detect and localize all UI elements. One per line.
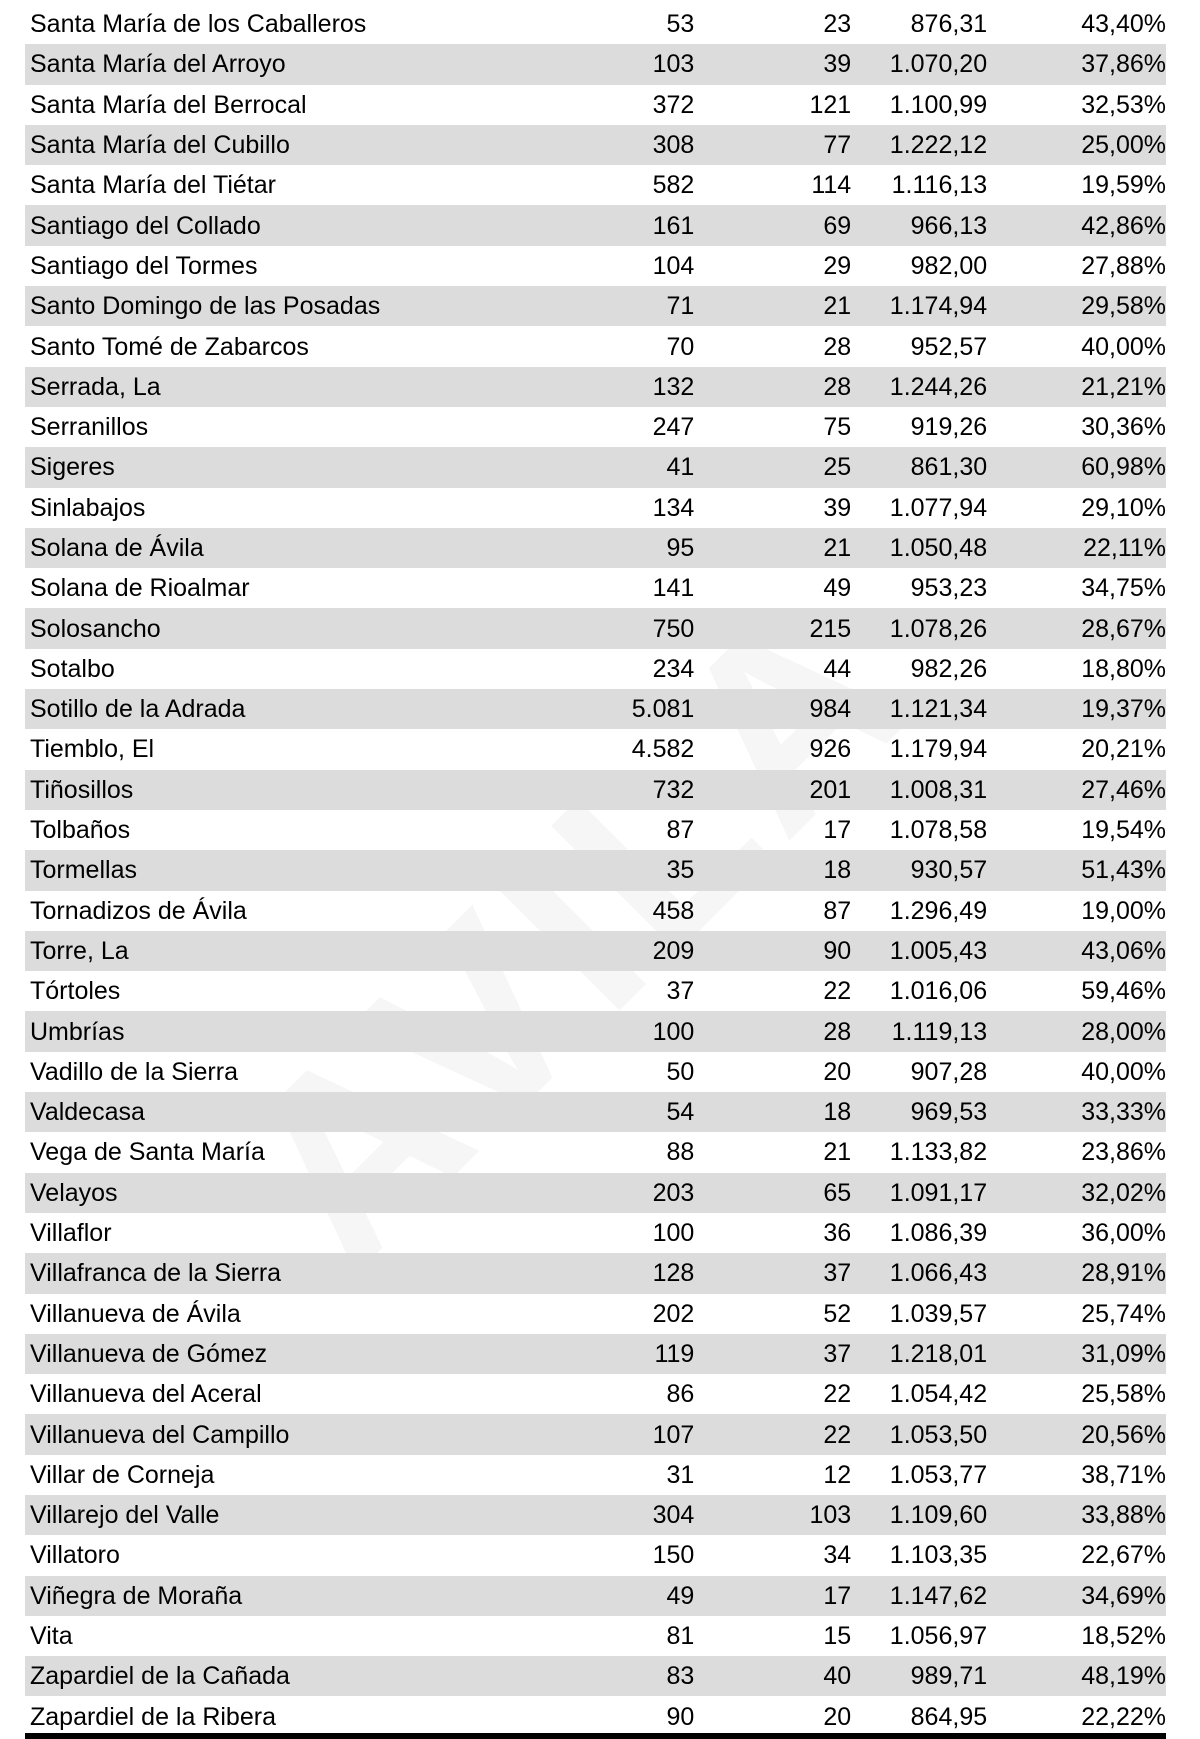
porcentaje-cell: 34,69%	[987, 1576, 1166, 1616]
table-row	[25, 850, 1166, 890]
table-row	[25, 286, 1166, 326]
porcentaje-cell: 28,00%	[987, 1011, 1166, 1051]
porcentaje-cell: 59,46%	[1081, 977, 1166, 1006]
importe-cell: 1.005,43	[851, 931, 987, 971]
porcentaje-cell: 22,67%	[1081, 1541, 1166, 1570]
count-cell: 114	[811, 171, 852, 200]
table-row	[25, 165, 1166, 205]
table-row	[25, 246, 1166, 286]
porcentaje-cell: 19,37%	[987, 689, 1166, 729]
poblacion-cell: 88	[666, 1138, 695, 1167]
poblacion-cell: 100	[652, 1219, 695, 1248]
count-cell: 201	[694, 770, 851, 810]
poblacion-cell: 50	[666, 1057, 695, 1086]
poblacion-cell: 53	[666, 10, 695, 39]
municipio-cell: Villanueva de Ávila	[30, 1299, 241, 1328]
poblacion-cell: 86	[666, 1380, 695, 1409]
importe-cell: 969,53	[851, 1092, 987, 1132]
porcentaje-cell: 20,56%	[987, 1414, 1166, 1454]
count-cell: 29	[823, 251, 852, 280]
porcentaje-cell: 28,91%	[987, 1253, 1166, 1293]
municipio-cell: Vega de Santa María	[30, 1138, 265, 1167]
importe-cell: 1.078,58	[889, 816, 988, 845]
municipio-cell: Vita	[30, 1622, 73, 1651]
table-row	[25, 1414, 1166, 1454]
importe-cell: 1.100,99	[889, 90, 988, 119]
table-row	[25, 1576, 1166, 1616]
count-cell: 21	[823, 1138, 852, 1167]
table-row	[25, 44, 1166, 84]
table-row	[25, 1495, 1166, 1535]
municipio-cell: Viñegra de Moraña	[25, 1576, 485, 1616]
porcentaje-cell: 36,00%	[1081, 1219, 1166, 1248]
municipio-cell: Umbrías	[25, 1011, 485, 1051]
municipio-cell: Santa María del Berrocal	[30, 90, 307, 119]
importe-cell: 930,57	[851, 850, 987, 890]
importe-cell: 861,30	[851, 447, 987, 487]
poblacion-cell: 202	[652, 1299, 695, 1328]
count-cell: 37	[694, 1334, 851, 1374]
municipio-cell: Tiemblo, El	[30, 735, 155, 764]
table-row	[25, 1092, 1166, 1132]
poblacion-cell: 83	[485, 1656, 694, 1696]
poblacion-cell: 49	[485, 1576, 694, 1616]
table-row	[25, 1656, 1166, 1696]
porcentaje-cell: 28,67%	[987, 608, 1166, 648]
count-cell: 34	[823, 1541, 852, 1570]
importe-cell: 1.050,48	[851, 528, 987, 568]
municipio-cell: Santa María del Tiétar	[30, 171, 276, 200]
table-row	[25, 125, 1166, 165]
poblacion-cell: 308	[485, 125, 694, 165]
porcentaje-cell: 18,52%	[1081, 1622, 1166, 1651]
table-row	[25, 568, 1166, 608]
count-cell: 121	[809, 90, 852, 119]
data-table	[25, 4, 1166, 1737]
porcentaje-cell: 22,22%	[1081, 1702, 1166, 1731]
count-cell: 103	[694, 1495, 851, 1535]
count-cell: 87	[823, 896, 852, 925]
porcentaje-cell: 19,54%	[1081, 816, 1166, 845]
importe-cell: 1.053,50	[851, 1414, 987, 1454]
importe-cell: 982,00	[910, 251, 988, 280]
importe-cell: 864,95	[910, 1702, 988, 1731]
table-row	[25, 1616, 1166, 1656]
municipio-cell: Tornadizos de Ávila	[30, 896, 247, 925]
count-cell: 25	[694, 447, 851, 487]
table-row	[25, 407, 1166, 447]
porcentaje-cell: 27,46%	[987, 770, 1166, 810]
count-cell: 984	[694, 689, 851, 729]
municipio-cell: Sigeres	[25, 447, 485, 487]
municipio-cell: Santo Tomé de Zabarcos	[30, 332, 309, 361]
count-cell: 20	[823, 1057, 852, 1086]
municipio-cell: Villanueva de Gómez	[25, 1334, 485, 1374]
porcentaje-cell: 29,10%	[1081, 493, 1166, 522]
importe-cell: 989,71	[851, 1656, 987, 1696]
municipio-cell: Santa María del Arroyo	[25, 44, 485, 84]
porcentaje-cell: 48,19%	[987, 1656, 1166, 1696]
poblacion-cell: 304	[485, 1495, 694, 1535]
poblacion-cell: 203	[485, 1173, 694, 1213]
municipio-cell: Villafranca de la Sierra	[25, 1253, 485, 1293]
table-row	[25, 689, 1166, 729]
table-row	[25, 1455, 1166, 1495]
table-row	[25, 891, 1166, 931]
porcentaje-cell: 22,11%	[987, 528, 1166, 568]
poblacion-cell: 100	[485, 1011, 694, 1051]
municipio-cell: Solosancho	[25, 608, 485, 648]
count-cell: 20	[823, 1702, 852, 1731]
porcentaje-cell: 31,09%	[987, 1334, 1166, 1374]
count-cell: 18	[694, 1092, 851, 1132]
municipio-cell: Tolbaños	[30, 816, 131, 845]
poblacion-cell: 5.081	[485, 689, 694, 729]
importe-cell: 1.008,31	[851, 770, 987, 810]
poblacion-cell: 54	[485, 1092, 694, 1132]
municipio-cell: Santa María de los Caballeros	[30, 10, 367, 39]
importe-cell: 1.103,35	[889, 1541, 988, 1570]
porcentaje-cell: 25,58%	[1081, 1380, 1166, 1409]
table-row	[25, 1374, 1166, 1414]
porcentaje-cell: 34,75%	[1081, 574, 1166, 603]
porcentaje-cell: 29,58%	[987, 286, 1166, 326]
porcentaje-cell: 43,40%	[1081, 10, 1166, 39]
table-row	[25, 326, 1166, 366]
table-row	[25, 608, 1166, 648]
count-cell: 28	[823, 332, 852, 361]
municipio-cell: Sotalbo	[30, 654, 115, 683]
count-cell: 40	[694, 1656, 851, 1696]
table-body	[25, 4, 1166, 1737]
poblacion-cell: 458	[652, 896, 695, 925]
porcentaje-cell: 60,98%	[987, 447, 1166, 487]
table-row	[25, 488, 1166, 528]
porcentaje-cell: 32,02%	[987, 1173, 1166, 1213]
municipio-cell: Santa María del Cubillo	[25, 125, 485, 165]
count-cell: 22	[823, 1380, 852, 1409]
porcentaje-cell: 18,80%	[1081, 654, 1166, 683]
importe-cell: 1.296,49	[889, 896, 988, 925]
porcentaje-cell: 33,33%	[987, 1092, 1166, 1132]
table-row	[25, 1011, 1166, 1051]
poblacion-cell: 87	[666, 816, 695, 845]
poblacion-cell: 107	[485, 1414, 694, 1454]
count-cell: 15	[823, 1622, 852, 1651]
importe-cell: 1.078,26	[851, 608, 987, 648]
importe-cell: 919,26	[910, 413, 988, 442]
table-row	[25, 528, 1166, 568]
municipio-cell: Torre, La	[25, 931, 485, 971]
table-row	[25, 729, 1166, 769]
table-row	[25, 85, 1166, 125]
porcentaje-cell: 38,71%	[1081, 1460, 1166, 1489]
porcentaje-cell: 40,00%	[1081, 332, 1166, 361]
importe-cell: 1.053,77	[889, 1460, 988, 1489]
poblacion-cell: 150	[652, 1541, 695, 1570]
count-cell: 18	[694, 850, 851, 890]
count-cell: 65	[694, 1173, 851, 1213]
count-cell: 28	[694, 367, 851, 407]
municipio-cell: Villanueva del Aceral	[30, 1380, 262, 1409]
count-cell: 17	[823, 816, 852, 845]
municipio-cell: Villatoro	[30, 1541, 120, 1570]
municipio-cell: Santo Domingo de las Posadas	[25, 286, 485, 326]
municipio-cell: Tiñosillos	[25, 770, 485, 810]
count-cell: 69	[694, 205, 851, 245]
importe-cell: 1.133,82	[889, 1138, 988, 1167]
porcentaje-cell: 33,88%	[987, 1495, 1166, 1535]
poblacion-cell: 128	[485, 1253, 694, 1293]
porcentaje-cell: 42,86%	[987, 205, 1166, 245]
importe-cell: 966,13	[851, 205, 987, 245]
poblacion-cell: 4.582	[631, 735, 695, 764]
municipio-cell: Santiago del Tormes	[30, 251, 258, 280]
poblacion-cell: 132	[485, 367, 694, 407]
porcentaje-cell: 30,36%	[1081, 413, 1166, 442]
table-row	[25, 447, 1166, 487]
importe-cell: 1.109,60	[851, 1495, 987, 1535]
poblacion-cell: 119	[485, 1334, 694, 1374]
importe-cell: 1.016,06	[889, 977, 988, 1006]
poblacion-cell: 90	[666, 1702, 695, 1731]
importe-cell: 1.054,42	[889, 1380, 988, 1409]
municipio-cell: Tórtoles	[30, 977, 121, 1006]
count-cell: 12	[823, 1460, 852, 1489]
municipio-cell: Villar de Corneja	[30, 1460, 215, 1489]
poblacion-cell: 247	[652, 413, 695, 442]
poblacion-cell: 750	[485, 608, 694, 648]
count-cell: 39	[694, 44, 851, 84]
poblacion-cell: 161	[485, 205, 694, 245]
municipio-cell: Valdecasa	[25, 1092, 485, 1132]
table-row	[25, 649, 1166, 689]
municipio-cell: Villarejo del Valle	[25, 1495, 485, 1535]
poblacion-cell: 31	[666, 1460, 695, 1489]
count-cell: 36	[823, 1219, 852, 1248]
poblacion-cell: 81	[666, 1622, 695, 1651]
count-cell: 75	[823, 413, 852, 442]
porcentaje-cell: 37,86%	[987, 44, 1166, 84]
data-table-container	[25, 4, 1166, 1737]
importe-cell: 982,26	[910, 654, 988, 683]
municipio-cell: Serrada, La	[25, 367, 485, 407]
poblacion-cell: 37	[666, 977, 695, 1006]
importe-cell: 1.077,94	[889, 493, 988, 522]
municipio-cell: Zapardiel de la Ribera	[30, 1702, 276, 1731]
importe-cell: 1.179,94	[889, 735, 988, 764]
porcentaje-cell: 27,88%	[1081, 251, 1166, 280]
table-row	[25, 931, 1166, 971]
table-row	[25, 367, 1166, 407]
poblacion-cell: 234	[652, 654, 695, 683]
porcentaje-cell: 19,00%	[1081, 896, 1166, 925]
porcentaje-cell: 40,00%	[1081, 1057, 1166, 1086]
table-row	[25, 1132, 1166, 1172]
importe-cell: 1.222,12	[851, 125, 987, 165]
count-cell: 49	[823, 574, 852, 603]
table-row	[25, 1535, 1166, 1575]
municipio-cell: Velayos	[25, 1173, 485, 1213]
poblacion-cell: 70	[666, 332, 695, 361]
count-cell: 90	[694, 931, 851, 971]
porcentaje-cell: 32,53%	[1081, 90, 1166, 119]
poblacion-cell: 582	[652, 171, 695, 200]
poblacion-cell: 41	[485, 447, 694, 487]
importe-cell: 1.218,01	[851, 1334, 987, 1374]
importe-cell: 1.066,43	[851, 1253, 987, 1293]
importe-cell: 1.039,57	[889, 1299, 988, 1328]
count-cell: 21	[694, 286, 851, 326]
count-cell: 215	[694, 608, 851, 648]
municipio-cell: Santiago del Collado	[25, 205, 485, 245]
table-row	[25, 1213, 1166, 1253]
count-cell: 17	[694, 1576, 851, 1616]
table-row	[25, 1294, 1166, 1334]
importe-cell: 1.116,13	[891, 171, 988, 200]
count-cell: 52	[823, 1299, 852, 1328]
municipio-cell: Sotillo de la Adrada	[25, 689, 485, 729]
count-cell: 28	[694, 1011, 851, 1051]
table-row	[25, 1696, 1166, 1736]
importe-cell: 1.056,97	[889, 1622, 988, 1651]
poblacion-cell: 35	[485, 850, 694, 890]
municipio-cell: Solana de Ávila	[25, 528, 485, 568]
importe-cell: 876,31	[910, 10, 988, 39]
table-row	[25, 1253, 1166, 1293]
porcentaje-cell: 43,06%	[987, 931, 1166, 971]
porcentaje-cell: 20,21%	[1081, 735, 1166, 764]
poblacion-cell: 103	[485, 44, 694, 84]
count-cell: 22	[823, 977, 852, 1006]
importe-cell: 1.147,62	[851, 1576, 987, 1616]
poblacion-cell: 71	[485, 286, 694, 326]
porcentaje-cell: 23,86%	[1081, 1138, 1166, 1167]
porcentaje-cell: 21,21%	[987, 367, 1166, 407]
count-cell: 37	[694, 1253, 851, 1293]
porcentaje-cell: 25,74%	[1081, 1299, 1166, 1328]
municipio-cell: Villanueva del Campillo	[25, 1414, 485, 1454]
poblacion-cell: 95	[485, 528, 694, 568]
municipio-cell: Tormellas	[25, 850, 485, 890]
table-row	[25, 1334, 1166, 1374]
poblacion-cell: 372	[652, 90, 695, 119]
count-cell: 21	[694, 528, 851, 568]
table-row	[25, 1173, 1166, 1213]
municipio-cell: Sinlabajos	[30, 493, 146, 522]
importe-cell: 1.086,39	[889, 1219, 988, 1248]
importe-cell: 953,23	[910, 574, 988, 603]
poblacion-cell: 104	[652, 251, 695, 280]
table-row	[25, 770, 1166, 810]
poblacion-cell: 141	[652, 574, 695, 603]
count-cell: 926	[809, 735, 852, 764]
importe-cell: 1.174,94	[851, 286, 987, 326]
importe-cell: 1.091,17	[851, 1173, 987, 1213]
municipio-cell: Villaflor	[30, 1219, 112, 1248]
bottom-rule	[25, 1733, 1166, 1739]
porcentaje-cell: 19,59%	[1081, 171, 1166, 200]
importe-cell: 1.119,13	[851, 1011, 987, 1051]
importe-cell: 952,57	[910, 332, 988, 361]
count-cell: 44	[823, 654, 852, 683]
table-row	[25, 810, 1166, 850]
importe-cell: 1.121,34	[851, 689, 987, 729]
municipio-cell: Serranillos	[30, 413, 149, 442]
table-row	[25, 205, 1166, 245]
count-cell: 77	[694, 125, 851, 165]
porcentaje-cell: 25,00%	[987, 125, 1166, 165]
municipio-cell: Solana de Rioalmar	[30, 574, 250, 603]
table-row	[25, 4, 1166, 44]
poblacion-cell: 134	[652, 493, 695, 522]
porcentaje-cell: 51,43%	[987, 850, 1166, 890]
count-cell: 39	[823, 493, 852, 522]
count-cell: 23	[823, 10, 852, 39]
table-row	[25, 1052, 1166, 1092]
table-row	[25, 971, 1166, 1011]
count-cell: 22	[694, 1414, 851, 1454]
poblacion-cell: 209	[485, 931, 694, 971]
poblacion-cell: 732	[485, 770, 694, 810]
municipio-cell: Vadillo de la Sierra	[30, 1057, 238, 1086]
importe-cell: 907,28	[910, 1057, 988, 1086]
importe-cell: 1.244,26	[851, 367, 987, 407]
importe-cell: 1.070,20	[851, 44, 987, 84]
municipio-cell: Zapardiel de la Cañada	[25, 1656, 485, 1696]
